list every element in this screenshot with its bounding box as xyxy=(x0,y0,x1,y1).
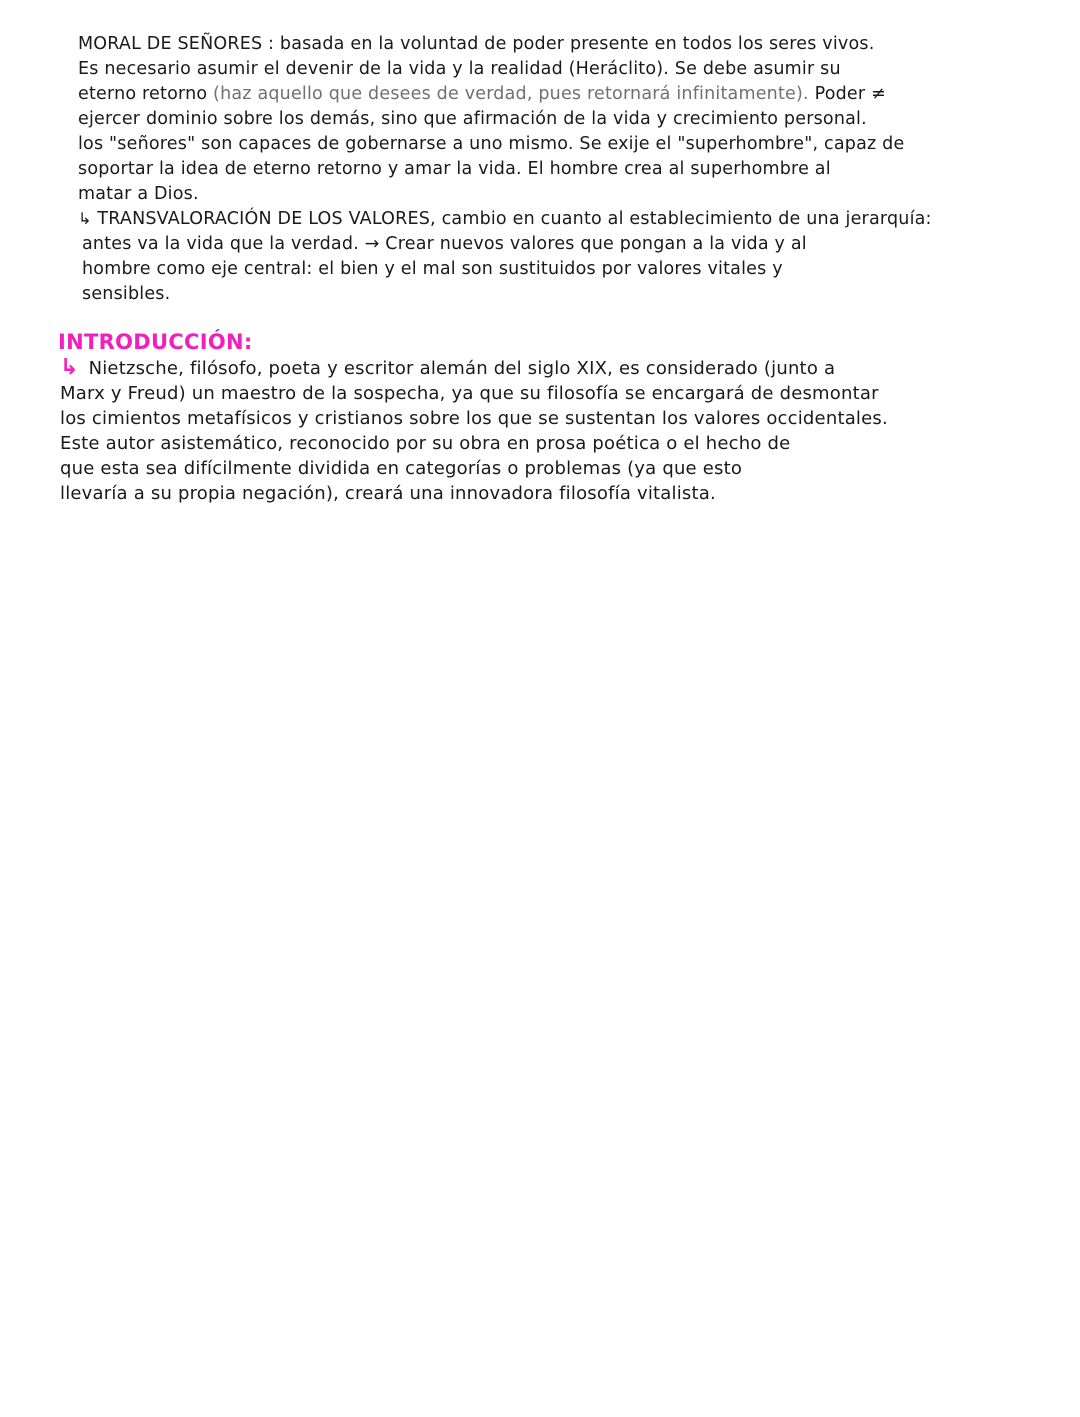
intro-line-2: Marx y Freud) un maestro de la sospecha, ya que su filosofía se encargará de desmontar xyxy=(60,383,879,404)
eterno-retorno-text: eterno retorno xyxy=(78,84,208,104)
corner-arrow-icon: ↳ xyxy=(78,209,92,228)
corner-arrow-icon: ↳ xyxy=(60,355,79,380)
intro-line-3: los cimientos metafísicos y cristianos sobre los que se sustentan los valores occidentales. xyxy=(60,408,888,429)
moral-line-1: MORAL DE SEÑORES : basada en la voluntad de poder presente en todos los seres vivos. xyxy=(78,34,875,54)
moral-line-6: soportar la idea de eterno retorno y amar la vida. El hombre crea al superhombre al xyxy=(78,159,831,179)
intro-line-4: Este autor asistemático, reconocido por su obra en prosa poética o el hecho de xyxy=(60,433,791,454)
transvaloracion-text: TRANSVALORACIÓN DE LOS VALORES, cambio en cuanto al establecimiento de una jerarquía: xyxy=(97,209,932,229)
intro-line-1-text: Nietzsche, filósofo, poeta y escritor alemán del siglo XIX, es considerado (junto a xyxy=(88,358,836,379)
moral-line-7: matar a Dios. xyxy=(78,184,199,204)
moral-line-10: hombre como eje central: el bien y el mal son sustituidos por valores vitales y xyxy=(82,259,783,279)
poder-text: Poder ≠ xyxy=(814,84,886,104)
section-heading: INTRODUCCIÓN: xyxy=(58,330,253,354)
eterno-retorno-note: (haz aquello que desees de verdad, pues retornará infinitamente). xyxy=(213,84,809,104)
intro-line-1 xyxy=(60,356,835,381)
moral-line-5: los "señores" son capaces de gobernarse a uno mismo. Se exije el "superhombre", capaz de xyxy=(78,134,905,154)
intro-line-6: llevaría a su propia negación), creará una innovadora filosofía vitalista. xyxy=(60,483,716,504)
intro-line-5: que esta sea difícilmente dividida en categorías o problemas (ya que esto xyxy=(60,458,743,479)
moral-line-3 xyxy=(78,82,886,106)
moral-line-11: sensibles. xyxy=(82,284,171,304)
moral-line-8 xyxy=(78,207,932,231)
moral-line-4: ejercer dominio sobre los demás, sino que afirmación de la vida y crecimiento personal. xyxy=(78,109,867,129)
moral-line-9: antes va la vida que la verdad. → Crear nuevos valores que pongan a la vida y al xyxy=(82,234,807,254)
moral-line-2: Es necesario asumir el devenir de la vida y la realidad (Heráclito). Se debe asumir su xyxy=(78,59,841,79)
